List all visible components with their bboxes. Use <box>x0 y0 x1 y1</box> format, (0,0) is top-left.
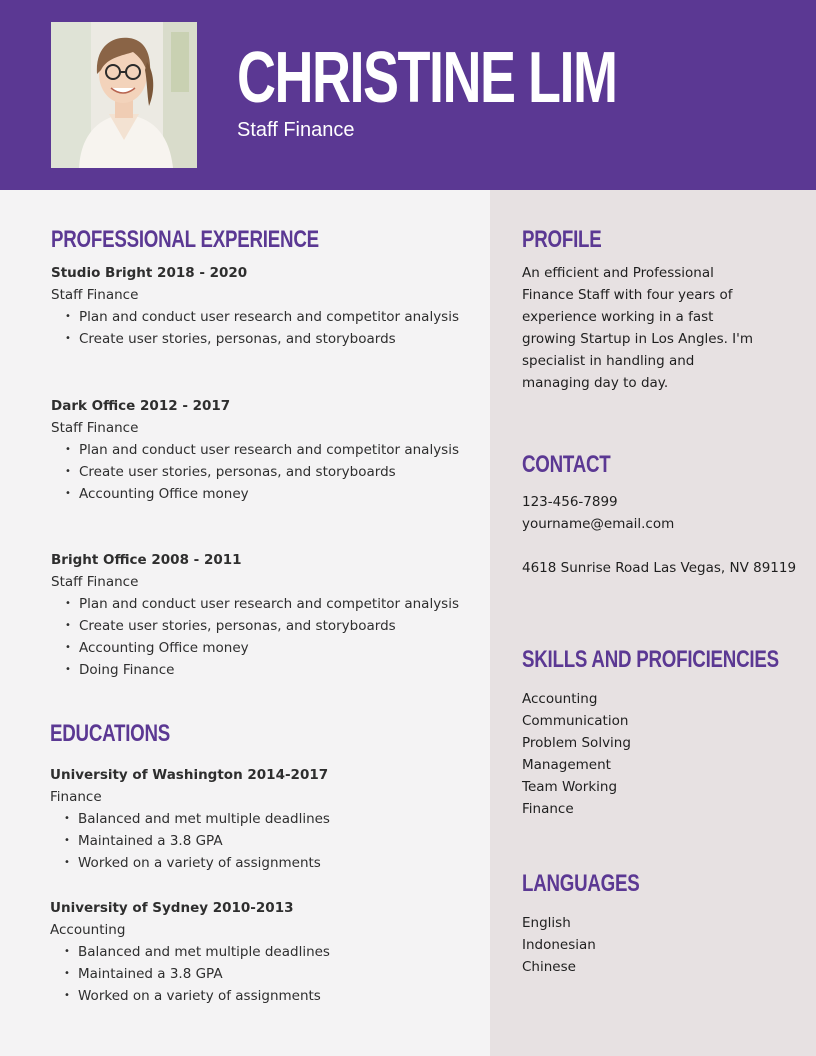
school-field: Accounting <box>50 922 126 938</box>
list-item: Indonesian <box>522 937 596 953</box>
header-banner <box>0 0 816 190</box>
experience-item <box>51 549 471 681</box>
contact-details <box>522 491 796 579</box>
list-item: Problem Solving <box>522 735 631 751</box>
school-org: University of Sydney 2010-2013 <box>50 900 294 916</box>
job-bullets <box>51 306 471 350</box>
list-item: • Plan and conduct user research and competitor analysis <box>79 306 471 328</box>
profile-line: growing Startup in Los Angles. I'm <box>522 331 754 347</box>
job-role: Staff Finance <box>51 287 139 303</box>
profile-line: experience working in a fast <box>522 309 714 325</box>
list-item: • Doing Finance <box>79 659 471 681</box>
languages-list <box>522 912 596 978</box>
skills-list <box>522 688 631 820</box>
skills-heading: SKILLS AND PROFICIENCIES <box>522 646 779 673</box>
education-item <box>50 764 470 874</box>
list-item: • Worked on a variety of assignments <box>78 985 470 1007</box>
school-bullets <box>50 941 470 1007</box>
list-item: • Maintained a 3.8 GPA <box>78 963 470 985</box>
list-item: English <box>522 915 571 931</box>
list-item: Chinese <box>522 959 576 975</box>
job-bullets <box>51 593 471 681</box>
job-role: Staff Finance <box>51 574 139 590</box>
candidate-name: CHRISTINE LIM <box>237 38 617 118</box>
list-item: • Maintained a 3.8 GPA <box>78 830 470 852</box>
profile-text <box>522 262 753 394</box>
contact-heading: CONTACT <box>522 451 611 478</box>
languages-heading: LANGUAGES <box>522 870 640 897</box>
experience-item <box>51 262 471 350</box>
list-item: • Balanced and met multiple deadlines <box>78 808 470 830</box>
contact-phone: 123-456-7899 <box>522 494 618 510</box>
profile-line: An efficient and Professional <box>522 265 714 281</box>
school-field: Finance <box>50 789 102 805</box>
list-item: Management <box>522 757 611 773</box>
profile-line: managing day to day. <box>522 375 669 391</box>
job-bullets <box>51 439 471 505</box>
contact-email: yourname@email.com <box>522 516 675 532</box>
job-org: Dark Office 2012 - 2017 <box>51 398 231 414</box>
list-item: • Accounting Office money <box>79 637 471 659</box>
education-heading: EDUCATIONS <box>50 720 171 747</box>
profile-line: Finance Staff with four years of <box>522 287 733 303</box>
profile-photo <box>51 22 197 168</box>
experience-heading: PROFESSIONAL EXPERIENCE <box>51 226 319 253</box>
list-item: • Worked on a variety of assignments <box>78 852 470 874</box>
list-item: • Create user stories, personas, and storyboards <box>79 461 471 483</box>
list-item: • Balanced and met multiple deadlines <box>78 941 470 963</box>
education-item <box>50 897 470 1007</box>
list-item: • Accounting Office money <box>79 483 471 505</box>
list-item: Communication <box>522 713 629 729</box>
profile-heading: PROFILE <box>522 226 602 253</box>
list-item: Accounting <box>522 691 598 707</box>
list-item: • Plan and conduct user research and competitor analysis <box>79 439 471 461</box>
profile-line: specialist in handling and <box>522 353 695 369</box>
list-item: • Create user stories, personas, and storyboards <box>79 615 471 637</box>
school-org: University of Washington 2014-2017 <box>50 767 329 783</box>
job-org: Bright Office 2008 - 2011 <box>51 552 242 568</box>
candidate-title: Staff Finance <box>237 119 355 141</box>
list-item: Team Working <box>522 779 618 795</box>
school-bullets <box>50 808 470 874</box>
experience-item <box>51 395 471 505</box>
list-item: Finance <box>522 801 574 817</box>
job-role: Staff Finance <box>51 420 139 436</box>
list-item: • Create user stories, personas, and storyboards <box>79 328 471 350</box>
job-org: Studio Bright 2018 - 2020 <box>51 265 248 281</box>
contact-address: 4618 Sunrise Road Las Vegas, NV 89119 <box>522 560 797 576</box>
list-item: • Plan and conduct user research and competitor analysis <box>79 593 471 615</box>
